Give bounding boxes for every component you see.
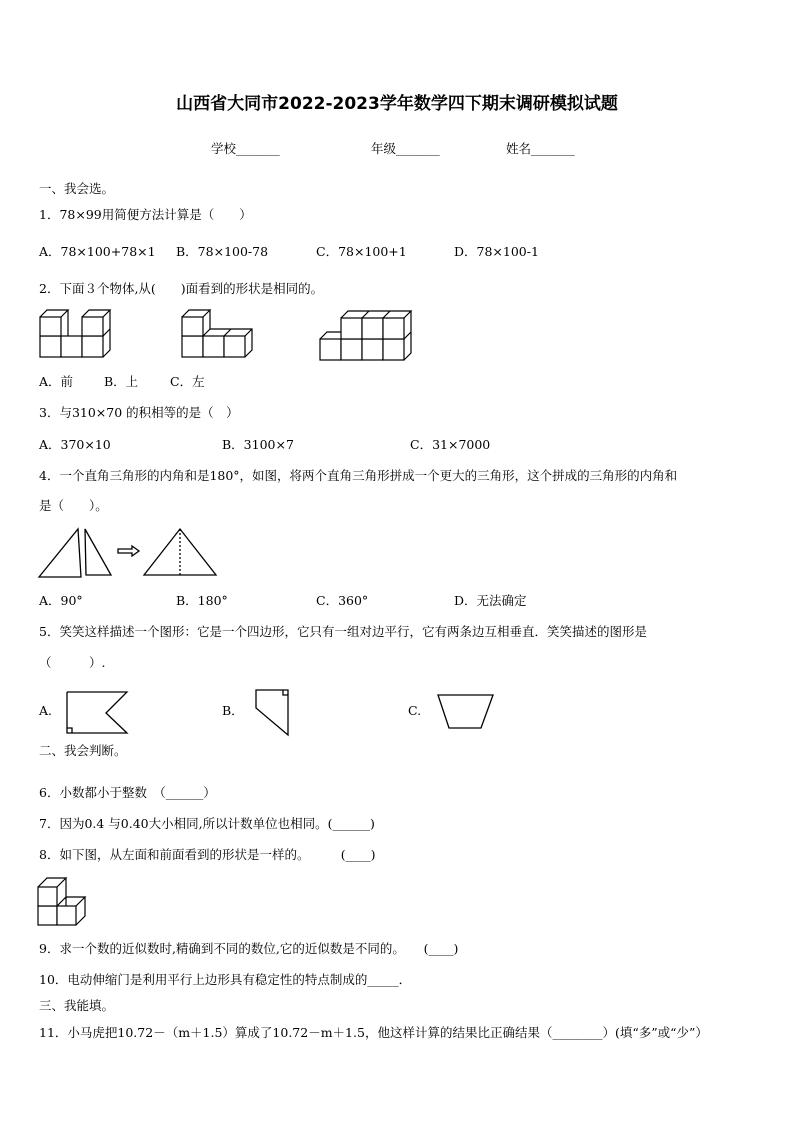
question-7: 7．因为0.4 与0.40大小相同,所以计数单位也相同。(______) — [39, 816, 375, 831]
section-heading-1: 一、我会选。 — [39, 181, 115, 196]
question-11: 11．小马虎把10.72－（m＋1.5）算成了10.72－m＋1.5，他这样计算的结果比正确结果（________）(填“多”或“少”） — [39, 1025, 708, 1040]
question-1: 1．78×99用简便方法计算是（ ） — [39, 207, 252, 222]
q1-option-a: A．78×100+78×1 — [39, 244, 156, 259]
question-9: 9．求一个数的近似数时,精确到不同的数位,它的近似数是不同的。 (____) — [39, 941, 459, 956]
question-3: 3．与310×70 的积相等的是（ ） — [39, 405, 239, 420]
section-heading-3: 三、我能填。 — [39, 998, 115, 1013]
question-2: 2．下面３个物体,从( )面看到的形状是相同的。 — [39, 281, 324, 296]
q8-cube-figure — [36, 876, 90, 928]
section-heading-2: 二、我会判断。 — [39, 743, 127, 758]
q5-option-c: C. — [408, 703, 422, 718]
question-6: 6．小数都小于整数 （______） — [39, 785, 216, 800]
school-field[interactable]: 学校_______ — [211, 141, 280, 156]
name-field[interactable]: 姓名_______ — [506, 141, 575, 156]
q5-option-b: B． — [222, 703, 244, 718]
q2-cube-figure-3 — [318, 308, 416, 363]
grade-field[interactable]: 年级_______ — [371, 141, 440, 156]
q2-option-b: B．上 — [104, 374, 139, 389]
q3-option-c: C．31×7000 — [410, 437, 491, 452]
question-5-line-2: （ ）. — [39, 655, 106, 670]
q5-shape-c — [436, 693, 496, 731]
q4-option-a: A．90° — [39, 593, 83, 608]
q4-option-d: D．无法确定 — [454, 593, 527, 608]
page-title: 山西省大同市2022-2023学年数学四下期末调研模拟试题 — [176, 94, 618, 114]
q2-option-c: C．左 — [170, 374, 205, 389]
question-4-line-1: 4．一个直角三角形的内角和是180°，如图，将两个直角三角形拼成一个更大的三角形，这个拼成的三角形的内角和 — [39, 468, 678, 483]
q2-cube-figure-1 — [38, 308, 113, 360]
q5-option-a: A. — [39, 703, 53, 718]
question-8: 8．如下图，从左面和前面看到的形状是一样的。 (____) — [39, 847, 376, 862]
q2-cube-figure-2 — [180, 308, 255, 360]
q3-option-a: A．370×10 — [39, 437, 111, 452]
q4-option-b: B．180° — [176, 593, 228, 608]
q2-option-a: A．前 — [39, 374, 74, 389]
q5-shape-a — [64, 690, 130, 736]
q1-option-c: C．78×100+1 — [316, 244, 407, 259]
q1-option-d: D．78×100-1 — [454, 244, 539, 259]
q1-option-b: B．78×100-78 — [176, 244, 269, 259]
q5-shape-b — [252, 688, 292, 738]
question-4-line-2: 是（ ）。 — [39, 498, 108, 513]
q3-option-b: B．3100×7 — [222, 437, 294, 452]
question-5-line-1: 5．笑笑这样描述一个图形：它是一个四边形，它只有一组对边平行，它有两条边互相垂直．笑笑描述的图形是 — [39, 624, 647, 639]
q4-option-c: C．360° — [316, 593, 369, 608]
q4-triangle-figure — [36, 527, 221, 581]
question-10: 10．电动伸缩门是利用平行上边形具有稳定性的特点制成的_____． — [39, 972, 412, 987]
